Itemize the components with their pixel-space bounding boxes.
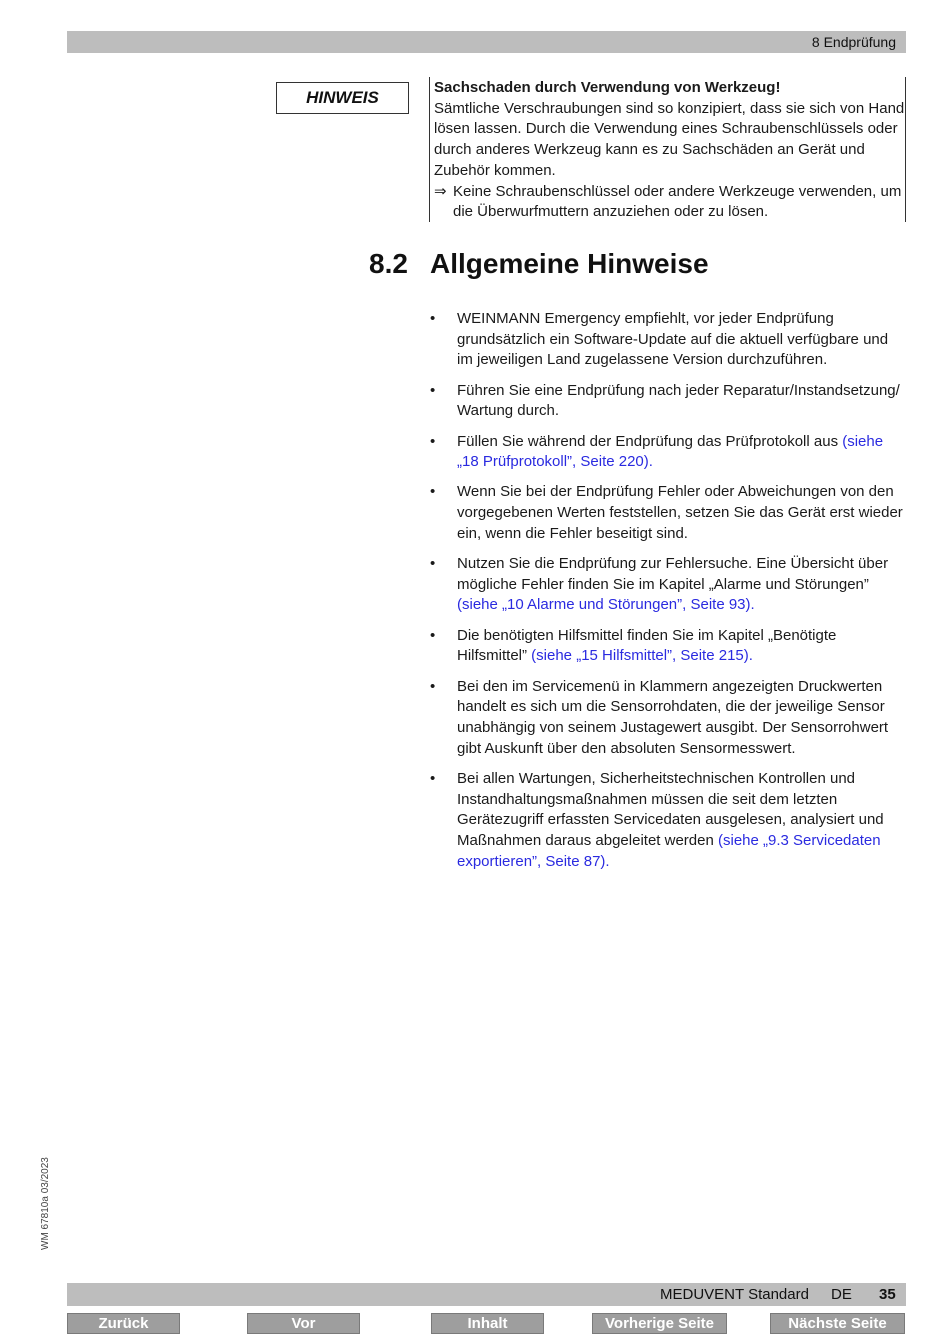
- footer-language: DE: [831, 1286, 852, 1303]
- cross-reference-link[interactable]: (siehe „18 Prüfprotokoll”, Seite 220).: [457, 432, 884, 471]
- footer-document-title: MEDUVENT Standard: [660, 1286, 809, 1303]
- cross-reference-link[interactable]: (siehe „10 Alarme und Störungen”, Seite 93).: [457, 596, 755, 614]
- notice-title: Sachschaden durch Verwendung von Werkzeug!: [434, 79, 781, 96]
- notice-body: Sämtliche Verschraubungen sind so konzipiert, dass sie sich von Hand lösen lassen. Durch die Verwendung eines Schraubenschlüssels oder durch anderes Werkzeug kann es zu Sachschäden an Gerät und Zubehör kommen.: [434, 99, 905, 179]
- list-item-text: Füllen Sie während der Endprüfung das Prüfprotokoll aus: [457, 432, 843, 450]
- next-page-button[interactable]: Nächste Seite: [770, 1313, 905, 1334]
- list-item: [430, 432, 906, 473]
- arrow-icon: ⇒: [434, 182, 447, 200]
- list-item: [430, 309, 906, 371]
- list-item-text: Nutzen Sie die Endprüfung zur Fehlersuche. Eine Übersicht über mögliche Fehler finden Sie im Kapitel „Alarme und Störungen”: [457, 555, 889, 593]
- list-item-text: Führen Sie eine Endprüfung nach jeder Reparatur/Instandsetzung/ Wartung durch.: [457, 381, 900, 420]
- bullet-icon: •: [430, 381, 436, 399]
- list-item: [430, 677, 906, 760]
- list-item: [430, 381, 906, 422]
- list-item: [430, 769, 906, 873]
- forward-button[interactable]: Vor: [247, 1313, 360, 1334]
- list-item-text: Wenn Sie bei der Endprüfung Fehler oder Abweichungen von den vorgegebenen Werten feststellen, setzen Sie das Gerät erst wieder ein, wenn die Fehler beseitigt sind.: [457, 483, 903, 542]
- list-item-text: Bei allen Wartungen, Sicherheitstechnischen Kontrollen und Instandhaltungsmaßnahmen müssen die seit dem letzten Gerätezugriff erfassten Servicedaten ausgelesen, analysiert und Maßnahmen daraus abgeleitet werden: [457, 769, 884, 849]
- back-button[interactable]: Zurück: [67, 1313, 180, 1334]
- list-item: [430, 554, 906, 616]
- notice-action: [434, 182, 905, 223]
- contents-button[interactable]: Inhalt: [431, 1313, 544, 1334]
- bullet-icon: •: [430, 483, 436, 501]
- section-number: 8.2: [369, 248, 408, 279]
- list-item-text: WEINMANN Emergency empfiehlt, vor jeder Endprüfung grundsätzlich ein Software-Update auf die aktuell verfügbare und im jeweiligen Land zugelassene Version durchzuführen.: [457, 310, 889, 369]
- footer-bar: [67, 1283, 906, 1306]
- list-item: [430, 482, 906, 544]
- document-code: WM 67810a 03/2023: [40, 1157, 51, 1250]
- bullet-icon: •: [430, 432, 436, 450]
- list-item: [430, 626, 906, 667]
- bullet-icon: •: [430, 677, 436, 695]
- notice-action-text: Keine Schraubenschlüssel oder andere Werkzeuge verwenden, um die Überwurfmuttern anzuziehen oder zu lösen.: [453, 182, 902, 221]
- previous-page-button[interactable]: Vorherige Seite: [592, 1313, 727, 1334]
- bullet-icon: •: [430, 626, 436, 644]
- bullet-icon: •: [430, 769, 436, 787]
- section-title: Allgemeine Hinweise: [430, 248, 709, 279]
- bullet-icon: •: [430, 310, 436, 327]
- list-item-text: Die benötigten Hilfsmittel finden Sie im Kapitel „Benötigte Hilfsmittel”: [457, 626, 837, 665]
- list-item-text: Bei den im Servicemenü in Klammern angezeigten Druckwerten handelt es sich um die Sensorrohdaten, die der jeweilige Sensor unabhängig von seinem Justagewert ausgibt. Der Sensorrohwert gibt Auskunft über den absoluten Sensormesswert.: [457, 677, 889, 757]
- cross-reference-link[interactable]: (siehe „9.3 Servicedaten exportieren”, Seite 87).: [457, 831, 881, 870]
- bullet-icon: •: [430, 555, 436, 573]
- page-number: 35: [879, 1286, 896, 1303]
- cross-reference-link[interactable]: (siehe „15 Hilfsmittel”, Seite 215).: [531, 647, 753, 665]
- header-bar: [67, 31, 906, 53]
- chapter-title: 8 Endprüfung: [811, 34, 896, 50]
- bullet-list: [430, 309, 906, 882]
- notice-label: HINWEIS: [276, 82, 409, 114]
- notice-box: [429, 77, 906, 222]
